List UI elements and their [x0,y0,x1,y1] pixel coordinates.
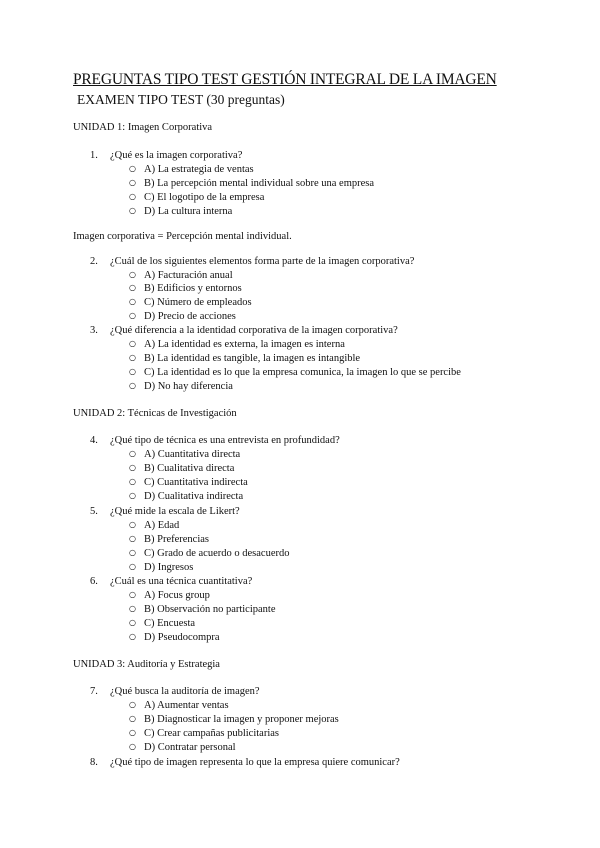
question-3: 3. ¿Qué diferencia a la identidad corporativa de la imagen corporativa? [90,325,398,336]
option: ○ C) El logotipo de la empresa [129,192,265,203]
option: ○ C) Cuantitativa indirecta [129,477,248,488]
option: ○ B) La identidad es tangible, la imagen es intangible [129,353,361,364]
document-subtitle: EXAMEN TIPO TEST (30 preguntas) [77,92,285,107]
option: ○ C) Crear campañas publicitarias [129,728,279,739]
question-4: 4. ¿Qué tipo de técnica es una entrevista en profundidad? [90,435,340,446]
option: ○ D) No hay diferencia [129,381,233,392]
document-title: PREGUNTAS TIPO TEST GESTIÓN INTEGRAL DE LA IMAGEN [73,71,497,88]
option: ○ A) La identidad es externa, la imagen es interna [129,339,345,350]
unit-heading-1: UNIDAD 1: Imagen Corporativa [73,122,213,133]
unit-heading-2: UNIDAD 2: Técnicas de Investigación [73,408,237,419]
option: ○ D) Cualitativa indirecta [129,491,244,502]
option: ○ A) Cuantitativa directa [129,449,241,460]
option: ○ A) Facturación anual [129,270,233,281]
option: ○ D) Precio de acciones [129,311,236,322]
option: ○ B) Cualitativa directa [129,463,235,474]
option: ○ B) Diagnosticar la imagen y proponer mejoras [129,714,339,725]
option: ○ A) La estrategia de ventas [129,164,254,175]
option: ○ C) Grado de acuerdo o desacuerdo [129,548,290,559]
option: ○ C) La identidad es lo que la empresa comunica, la imagen lo que se percibe [129,367,461,378]
option: ○ A) Focus group [129,590,210,601]
option: ○ D) Ingresos [129,562,194,573]
option: ○ A) Edad [129,520,180,531]
option: ○ D) Contratar personal [129,742,236,753]
option: ○ A) Aumentar ventas [129,700,229,711]
option: ○ C) Número de empleados [129,297,252,308]
question-5: 5. ¿Qué mide la escala de Likert? [90,506,240,517]
question-2: 2. ¿Cuál de los siguientes elementos forma parte de la imagen corporativa? [90,256,415,267]
option: ○ D) Pseudocompra [129,632,220,643]
question-6: 6. ¿Cuál es una técnica cuantitativa? [90,576,253,587]
question-8: 8. ¿Qué tipo de imagen representa lo que la empresa quiere comunicar? [90,757,400,768]
option: ○ B) La percepción mental individual sobre una empresa [129,178,375,189]
question-7: 7. ¿Qué busca la auditoría de imagen? [90,686,260,697]
option: ○ B) Edificios y entornos [129,283,242,294]
option: ○ B) Observación no participante [129,604,276,615]
option: ○ D) La cultura interna [129,206,233,217]
question-1: 1. ¿Qué es la imagen corporativa? [90,150,243,161]
option: ○ C) Encuesta [129,618,196,629]
option: ○ B) Preferencias [129,534,210,545]
note-text: Imagen corporativa = Percepción mental individual. [73,231,292,242]
unit-heading-3: UNIDAD 3: Auditoría y Estrategia [73,659,220,670]
